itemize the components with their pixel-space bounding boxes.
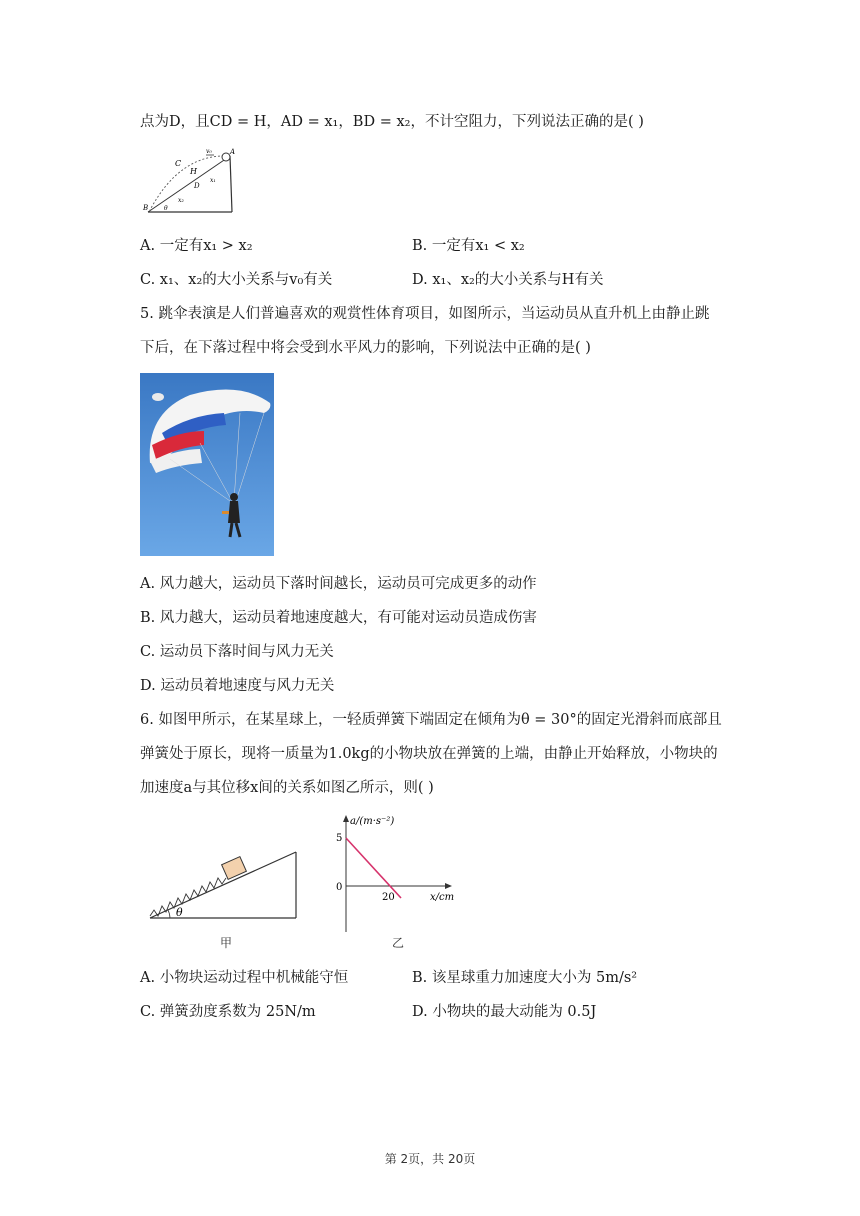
origin-label: 0	[336, 882, 343, 893]
parachute-photo	[140, 373, 274, 556]
angle-theta: θ	[176, 906, 183, 919]
y-axis-label: a/(m·s⁻²)	[350, 816, 395, 827]
page-footer: 第 2页，共 20页	[384, 1152, 476, 1166]
q6-option-d[interactable]: D. 小物块的最大动能为 0.5J	[412, 1004, 597, 1020]
fig-jia-caption: 甲	[220, 936, 233, 950]
svg-text:v₀: v₀	[206, 148, 212, 155]
svg-text:D: D	[194, 182, 200, 190]
q6-option-a[interactable]: A. 小物块运动过程中机械能守恒	[140, 970, 349, 986]
q4-stem: 点为D，且CD = H，AD = x₁，BD = x₂，不计空阻力，下列说法正确的是( )	[140, 114, 644, 130]
q5-stem-line1: 5. 跳伞表演是人们普遍喜欢的观赏性体育项目，如图所示，当运动员从直升机上由静止跳	[140, 306, 710, 322]
x-tick-20: 20	[382, 892, 395, 903]
q5-option-a[interactable]: A. 风力越大，运动员下落时间越长，运动员可完成更多的动作	[140, 576, 537, 592]
fig-jia-incline	[146, 846, 300, 922]
label-c: C	[175, 159, 182, 168]
fig-yi-caption: 乙	[392, 936, 405, 950]
q4-option-d[interactable]: D. x₁、x₂的大小关系与H有关	[412, 272, 604, 288]
svg-text:H: H	[190, 167, 197, 176]
svg-text:x₁: x₁	[210, 177, 216, 184]
svg-text:A: A	[230, 148, 236, 156]
q6-option-c[interactable]: C. 弹簧劲度系数为 25N/m	[140, 1004, 316, 1020]
q6-stem-line1: 6. 如图甲所示，在某星球上，一轻质弹簧下端固定在倾角为θ = 30°的固定光滑斜而底部且	[140, 712, 722, 728]
q6-stem-line2: 弹簧处于原长，现将一质量为1.0kg的小物块放在弹簧的上端，由静止开始释放，小物块的	[140, 746, 718, 762]
svg-text:B: B	[143, 204, 149, 212]
q5-stem-line2: 下后，在下落过程中将会受到水平风力的影响，下列说法中正确的是( )	[140, 340, 591, 356]
q4-option-b[interactable]: B. 一定有x₁ < x₂	[412, 238, 525, 254]
q4-incline-figure	[140, 146, 240, 218]
series-line	[346, 838, 401, 898]
q4-option-a[interactable]: A. 一定有x₁ > x₂	[140, 238, 253, 254]
fig-yi-chart	[330, 812, 460, 934]
q5-option-b[interactable]: B. 风力越大，运动员着地速度越大，有可能对运动员造成伤害	[140, 610, 537, 626]
q4-option-c[interactable]: C. x₁、x₂的大小关系与v₀有关	[140, 272, 333, 288]
svg-text:θ: θ	[164, 205, 168, 212]
q5-option-d[interactable]: D. 运动员着地速度与风力无关	[140, 678, 335, 694]
y-tick-5: 5	[336, 833, 343, 844]
x-axis-label: x/cm	[430, 892, 455, 903]
q5-option-c[interactable]: C. 运动员下落时间与风力无关	[140, 644, 334, 660]
q6-option-b[interactable]: B. 该星球重力加速度大小为 5m/s²	[412, 970, 638, 986]
svg-text:x₂: x₂	[178, 197, 184, 204]
q6-stem-line3: 加速度a与其位移x间的关系如图乙所示，则( )	[140, 780, 434, 796]
